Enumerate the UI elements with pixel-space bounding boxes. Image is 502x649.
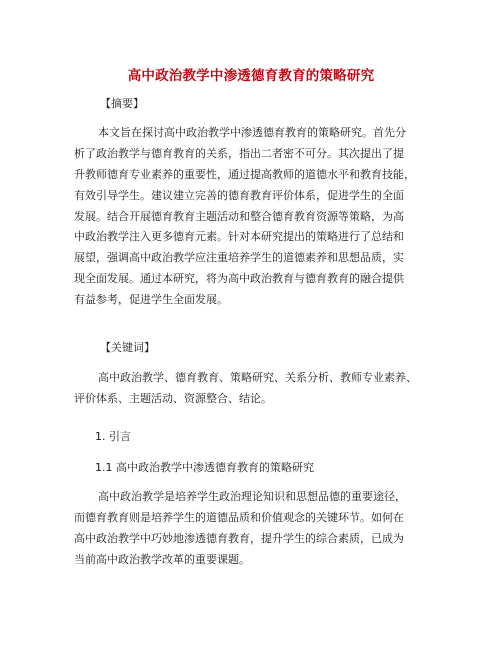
body-paragraph bbox=[74, 487, 434, 571]
body-line: 高中政治教学是培养学生政治理论知识和思想品德的重要途径， bbox=[98, 490, 406, 503]
keywords-line: 评价体系、主题活动、资源整合、结论。 bbox=[74, 391, 272, 405]
keywords-paragraph bbox=[74, 368, 434, 410]
keywords-heading: 【关键词】 bbox=[100, 341, 155, 354]
abstract-line: 中政治教学注入更多德育元素。针对本研究提出的策略进行了总结和 bbox=[74, 230, 404, 244]
body-line: 而德育教育则是培养学生的道德品质和价值观念的关键环节。如何在 bbox=[74, 510, 404, 524]
abstract-line: 升教师德育专业素养的重要性，通过提高教师的道德水平和教育技能， bbox=[74, 167, 415, 181]
document-title: 高中政治教学中渗透德育教育的策略研究 bbox=[127, 68, 375, 84]
abstract-line: 现全面发展。通过本研究，将为高中政治教育与德育教育的融合提供 bbox=[74, 272, 404, 286]
abstract-heading: 【摘要】 bbox=[100, 97, 144, 110]
section-heading: 1. 引言 bbox=[95, 430, 131, 443]
abstract-line: 本文旨在探讨高中政治教学中渗透德育教育的策略研究。首先分 bbox=[98, 126, 406, 139]
abstract-line: 发展。结合开展德育教育主题活动和整合德育教育资源等策略，为高 bbox=[74, 209, 404, 223]
body-line: 当前高中政治教学改革的重要课题。 bbox=[74, 552, 250, 566]
body-line: 高中政治教学中巧妙地渗透德育教育，提升学生的综合素质，已成为 bbox=[74, 531, 404, 545]
abstract-line: 展望，强调高中政治教学应注重培养学生的道德素养和思想品质，实 bbox=[74, 251, 404, 265]
keywords-line: 高中政治教学、德育教育、策略研究、关系分析、教师专业素养、 bbox=[98, 371, 417, 384]
abstract-line: 有效引导学生。建议建立完善的德育教育评价体系，促进学生的全面 bbox=[74, 188, 404, 202]
abstract-line: 析了政治教学与德育教育的关系，指出二者密不可分。其次提出了提 bbox=[74, 146, 404, 160]
abstract-line: 有益参考，促进学生全面发展。 bbox=[74, 293, 228, 307]
abstract-paragraph bbox=[74, 123, 434, 311]
subsection-heading: 1.1 高中政治教学中渗透德育教育的策略研究 bbox=[95, 461, 314, 474]
